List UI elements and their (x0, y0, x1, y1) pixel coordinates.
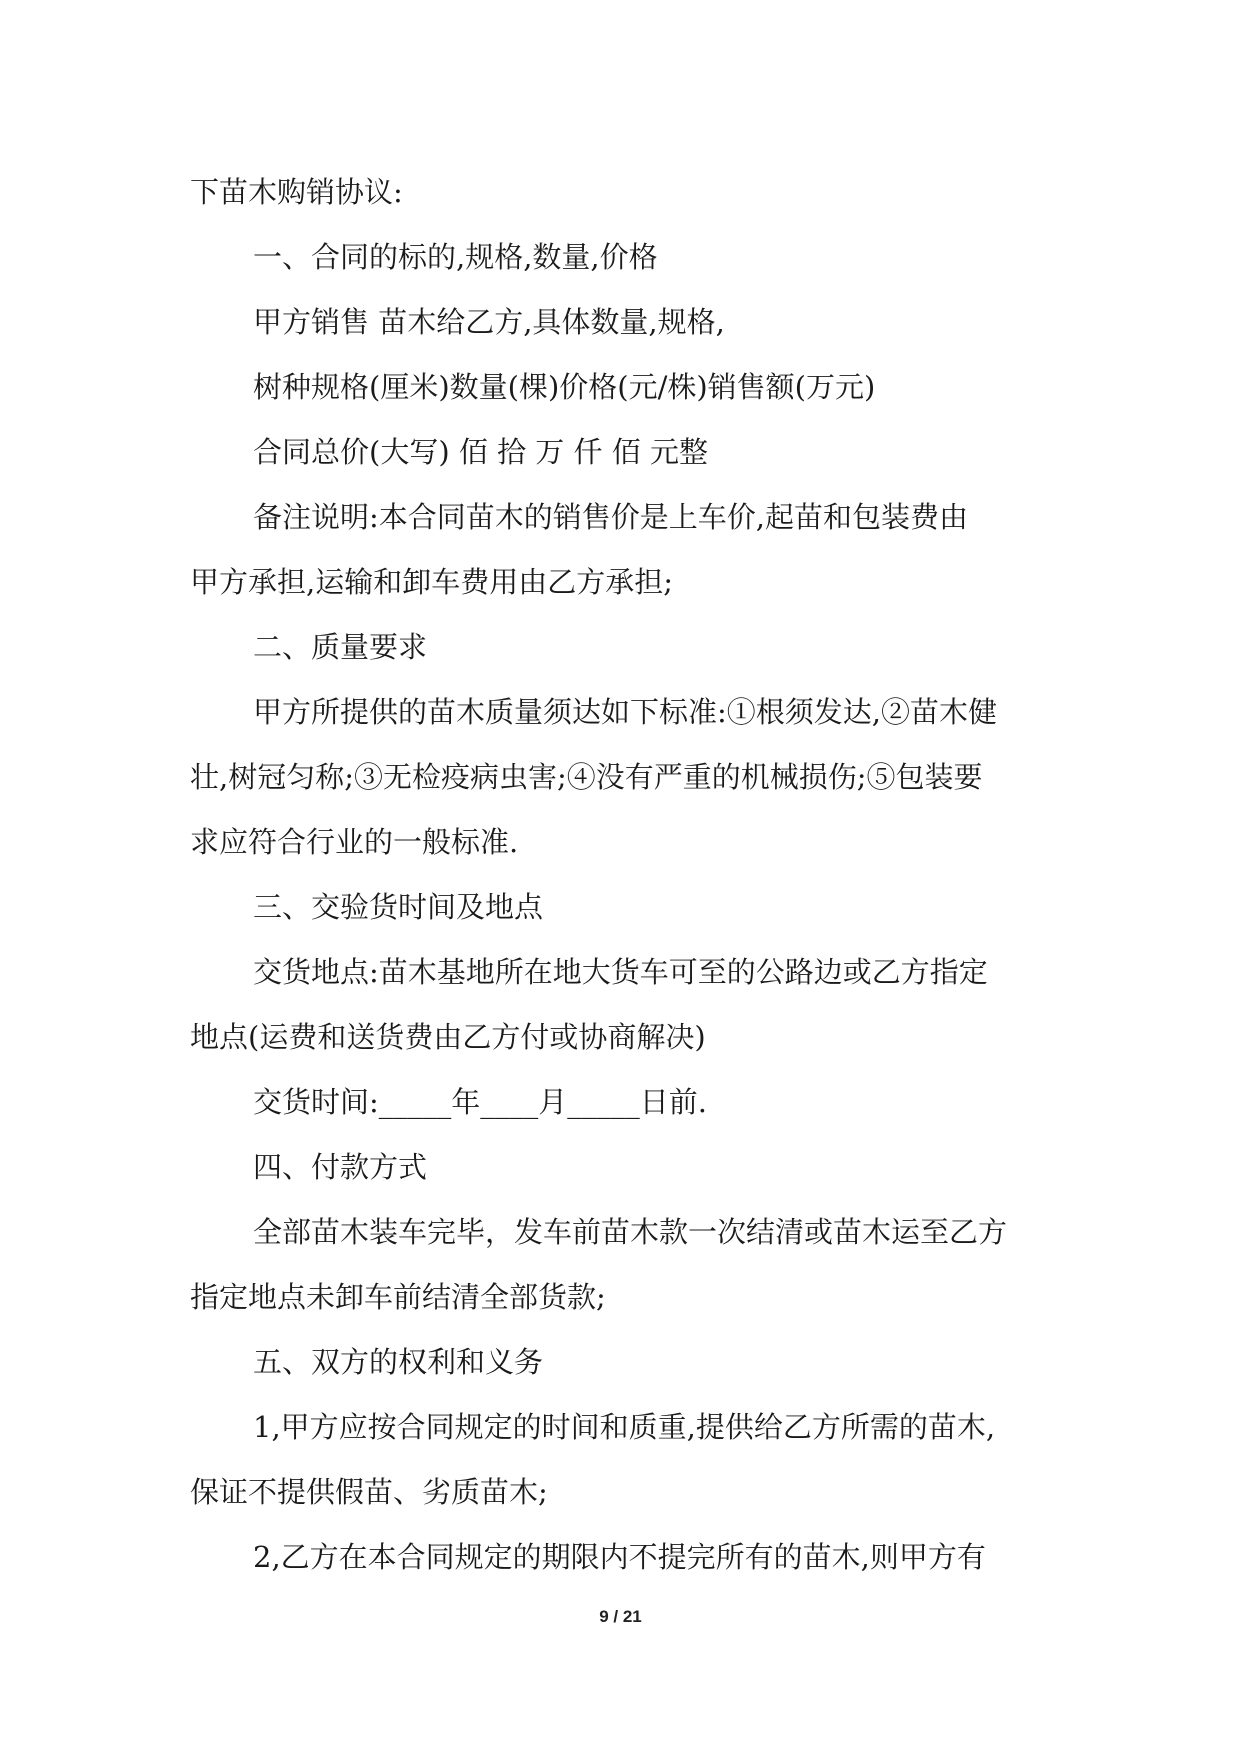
text-line: 求应符合行业的一般标准. (190, 825, 519, 859)
text-line: 交货地点:苗木基地所在地大货车可至的公路边或乙方指定 (253, 955, 988, 989)
text-line: 四、付款方式 (253, 1150, 428, 1184)
text-line: 地点(运费和送货费由乙方付或协商解决) (190, 1020, 706, 1054)
text-line: 甲方承担,运输和卸车费用由乙方承担; (190, 565, 673, 599)
text-line: 保证不提供假苗、劣质苗木; (190, 1475, 548, 1509)
text-line: 合同总价(大写) 佰 拾 万 仟 佰 元整 (253, 435, 708, 469)
page-number: 9 / 21 (599, 1607, 642, 1626)
text-line: 下苗木购销协议: (190, 175, 403, 209)
text-line: 甲方销售 苗木给乙方,具体数量,规格, (253, 305, 725, 339)
text-line: 五、双方的权利和义务 (253, 1345, 544, 1379)
text-line: 一、合同的标的,规格,数量,价格 (253, 240, 658, 274)
text-line: 1,甲方应按合同规定的时间和质重,提供给乙方所需的苗木, (253, 1410, 996, 1444)
text-line: 树种规格(厘米)数量(棵)价格(元/株)销售额(万元) (253, 370, 876, 404)
text-line: 二、质量要求 (253, 630, 428, 664)
text-line: 备注说明:本合同苗木的销售价是上车价,起苗和包装费由 (253, 500, 968, 534)
text-line: 甲方所提供的苗木质量须达如下标准:①根须发达,②苗木健 (253, 695, 997, 729)
text-line: 全部苗木装车完毕，发车前苗木款一次结清或苗木运至乙方 (253, 1215, 1008, 1249)
document-body (190, 160, 1060, 1590)
text-line: 交货时间:_____年____月_____日前. (253, 1085, 707, 1119)
text-line: 2,乙方在本合同规定的期限内不提完所有的苗木,则甲方有 (253, 1540, 986, 1574)
text-line: 壮,树冠匀称;③无检疫病虫害;④没有严重的机械损伤;⑤包装要 (190, 760, 983, 794)
text-line: 指定地点未卸车前结清全部货款; (190, 1280, 606, 1314)
text-line: 三、交验货时间及地点 (253, 890, 544, 924)
